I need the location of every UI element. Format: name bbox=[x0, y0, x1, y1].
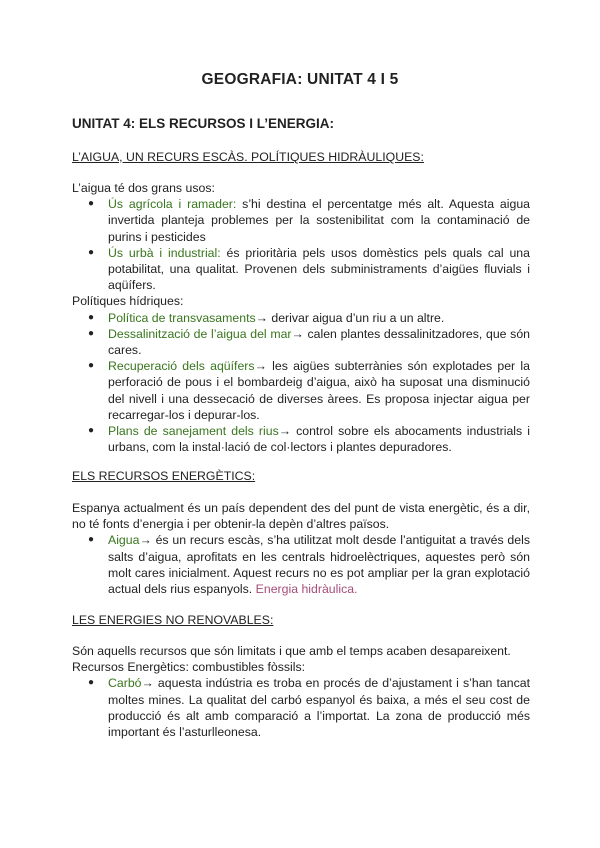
list-item bbox=[72, 245, 530, 294]
unit4-title: UNITAT 4: ELS RECURSOS I L’ENERGIA: bbox=[72, 116, 335, 131]
bullet-icon: ● bbox=[88, 198, 95, 210]
list-item-text: → control sobre els abocaments industrials i urbans, com la instal·lació de col·lectors i plantes depuradores. bbox=[108, 424, 530, 455]
list-item-term: Política de transvasaments bbox=[108, 310, 256, 325]
nonrenewable-list bbox=[72, 675, 530, 740]
water-policies-intro: Polítiques hídriques: bbox=[72, 294, 184, 309]
list-item-text: → calen plantes dessalinitzadores, que són cares. bbox=[108, 326, 531, 358]
section-nonrenewable-heading: LES ENERGIES NO RENOVABLES: bbox=[72, 613, 274, 627]
water-uses-intro: L’aigua té dos grans usos: bbox=[72, 181, 215, 195]
section-energy-body bbox=[72, 500, 530, 597]
list-item-text: s’hi destina el percentatge més alt. Aquesta aigua invertida planteja problemes per la sostenibilitat com la contaminació de purins i pesticides bbox=[108, 197, 531, 244]
list-item bbox=[72, 196, 530, 245]
section-energy-heading-block bbox=[72, 469, 530, 483]
bullet-icon: ● bbox=[88, 360, 95, 372]
document-title: GEOGRAFIA: UNITAT 4 I 5 bbox=[201, 71, 399, 88]
list-item-term: Ús urbà i industrial: bbox=[108, 245, 221, 260]
list-item-term: Plans de sanejament dels rius bbox=[108, 424, 279, 439]
section-water-body bbox=[72, 180, 530, 455]
energy-intro: Espanya actualment és un país dependent des del punt de vista energètic, és a dir, no té fonts d’energia i per obtenir-la depèn d’altres països. bbox=[72, 501, 530, 532]
bullet-icon: ● bbox=[88, 246, 95, 258]
list-item bbox=[72, 358, 530, 423]
list-item-text: → aquesta indústria es troba en procés de d’ajustament i s’han tancat moltes mines. La qualitat del carbó espanyol és baixa, a més el seu cost de producció és alt amb comparació a l’importat. La zona de producció més important és l’asturlleonesa. bbox=[108, 676, 530, 740]
bullet-icon: ● bbox=[88, 327, 95, 339]
section-water-heading-block bbox=[72, 150, 530, 164]
section-nonrenewable-heading-block bbox=[72, 613, 530, 627]
water-uses-list bbox=[72, 196, 530, 293]
list-item-text: → derivar aigua d’un riu a un altre. bbox=[255, 310, 445, 325]
bullet-icon: ● bbox=[88, 425, 95, 437]
list-item-term: Recuperació dels aqüífers bbox=[108, 359, 255, 374]
bullet-icon: ● bbox=[88, 534, 95, 546]
list-item-tail: Energia hidràulica. bbox=[255, 582, 358, 597]
list-item bbox=[72, 532, 530, 597]
list-item-term: Ús agrícola i ramader: bbox=[108, 197, 237, 212]
list-item bbox=[72, 423, 530, 455]
water-policies-list bbox=[72, 310, 530, 456]
list-item-term: Aigua bbox=[108, 533, 140, 548]
section-nonrenewable-body bbox=[72, 643, 530, 740]
list-item-text: → les aigües subterrànies són explotades per la perforació de pous i el bombardeig d’aigua, això ha suposat una disminució del nivell i una dessecació de diverses àrees. Es proposa injectar aigua per recarregar-los i depurar-los. bbox=[108, 359, 530, 422]
section-energy-heading: ELS RECURSOS ENERGÈTICS: bbox=[72, 469, 256, 483]
list-item bbox=[72, 310, 530, 326]
list-item bbox=[72, 675, 530, 740]
bullet-icon: ● bbox=[88, 311, 95, 323]
list-item-text: → és un recurs escàs, s’ha utilitzat molt desde l’antiguitat a través dels salts d’aigua, aprofitats en les centrals hidroelèctriques, aquestes però són molt cares inicialment. Aquest recurs no es pot ampliar per la gran explotació actual dels rius espanyols. bbox=[108, 533, 530, 597]
energy-list bbox=[72, 532, 530, 597]
list-item-term: Carbó bbox=[108, 676, 142, 691]
nonrenewable-intro2: Recursos Energètics: combustibles fòssils: bbox=[72, 660, 306, 675]
list-item-term: Dessalinització de l’aigua del mar bbox=[108, 326, 292, 341]
list-item bbox=[72, 326, 530, 358]
list-item-text: és prioritària pels usos domèstics pels quals cal una potabilitat, una qualitat. Provenen dels subministraments d’aigües fluvials i aqüífers. bbox=[108, 245, 530, 293]
bullet-icon: ● bbox=[88, 677, 95, 689]
section-water-heading: L’AIGUA, UN RECURS ESCÀS. POLÍTIQUES HIDRÀULIQUES: bbox=[72, 150, 424, 164]
nonrenewable-intro: Són aquells recursos que són limitats i que amb el temps acaben desapareixent. bbox=[72, 644, 511, 658]
